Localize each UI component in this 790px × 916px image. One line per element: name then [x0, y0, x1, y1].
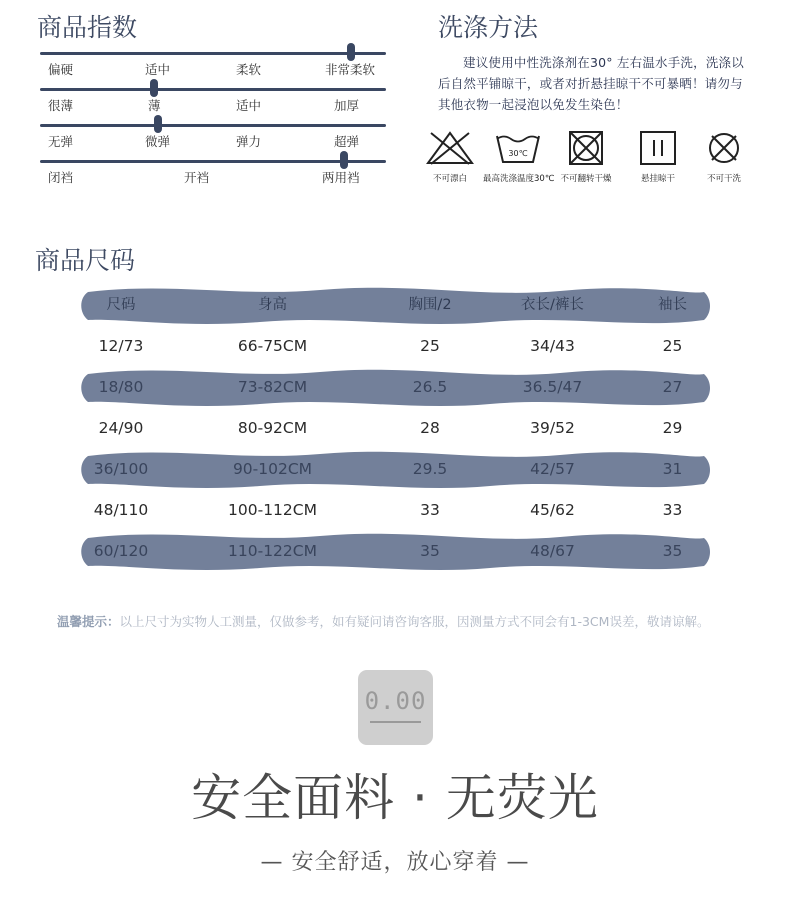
index-label: 微弹 — [145, 134, 171, 149]
index-scale-line — [40, 52, 386, 55]
index-row-softness — [40, 52, 386, 88]
hang-dry-icon — [633, 130, 683, 166]
wash-30-icon — [493, 130, 543, 166]
note-label: 温馨提示： — [57, 614, 120, 629]
table-cell: 26.5 — [412, 378, 448, 396]
index-marker — [340, 151, 348, 169]
meter-display-icon — [358, 670, 433, 745]
table-row — [80, 326, 710, 367]
table-cell: 80-92CM — [237, 419, 308, 437]
table-cell: 29.5 — [412, 460, 448, 478]
index-scale-line — [40, 124, 386, 127]
table-cell: 24/90 — [98, 419, 144, 437]
table-cell: 110-122CM — [228, 542, 317, 560]
index-row-thickness — [40, 88, 386, 124]
table-cell: 42/57 — [530, 460, 575, 478]
table-row — [80, 367, 710, 408]
index-scale-line — [40, 88, 386, 91]
care-icons — [420, 130, 760, 190]
header-cell: 身高 — [258, 297, 287, 313]
header-cell: 袖长 — [658, 297, 687, 313]
safety-subtitle: — 安全舒适，放心穿着 — — [260, 850, 530, 875]
no-tumble-dry-icon — [561, 130, 611, 166]
index-label: 加厚 — [334, 98, 360, 113]
size-table — [80, 285, 710, 572]
index-label: 非常柔软 — [325, 62, 376, 77]
table-cell: 29 — [662, 419, 683, 437]
table-row — [80, 490, 710, 531]
index-marker — [154, 115, 162, 133]
index-row-crotch — [40, 160, 386, 196]
meter-value: 0.00 — [364, 687, 427, 715]
no-dry-clean-icon — [699, 130, 749, 166]
table-cell: 100-112CM — [228, 501, 317, 519]
table-cell: 12/73 — [98, 337, 144, 355]
table-cell: 36/100 — [93, 460, 149, 478]
care-item — [415, 130, 485, 184]
care-item — [483, 130, 553, 184]
header-cell: 尺码 — [106, 297, 136, 313]
index-title: 商品指数 — [37, 13, 138, 42]
washing-instructions: 建议使用中性洗涤剂在30° 左右温水手洗，洗涤以后自然平铺晾干，或者对折悬挂晾干不可暴晒！请勿与其他衣物一起浸泡以免发生染色！ — [438, 55, 744, 112]
index-marker — [347, 43, 355, 61]
table-row — [80, 449, 710, 490]
index-label: 适中 — [236, 98, 262, 113]
meter-underline — [370, 721, 421, 723]
table-cell: 73-82CM — [237, 378, 308, 396]
table-cell: 45/62 — [530, 501, 575, 519]
table-row — [80, 531, 710, 572]
safety-title: 安全面料 · 无荧光 — [191, 769, 599, 827]
table-cell: 31 — [662, 460, 683, 478]
index-label: 超弹 — [334, 134, 360, 149]
note-text: 以上尺寸为实物人工测量，仅做参考，如有疑问请咨询客服，因测量方式不同会有1-3CM误差，敬请谅解。 — [119, 614, 710, 629]
table-cell: 48/67 — [530, 542, 575, 560]
no-bleach-icon — [425, 130, 475, 166]
index-label: 很薄 — [48, 98, 74, 113]
table-cell: 25 — [420, 337, 440, 355]
index-label: 闭裆 — [48, 170, 74, 185]
size-note — [57, 612, 709, 630]
table-cell: 66-75CM — [237, 337, 308, 355]
size-table-header — [80, 285, 710, 326]
table-cell: 48/110 — [93, 501, 149, 519]
table-cell: 39/52 — [530, 419, 575, 437]
table-cell: 36.5/47 — [522, 378, 583, 396]
care-item — [551, 130, 621, 184]
table-cell: 28 — [420, 419, 440, 437]
header-cell: 衣长/裤长 — [521, 297, 584, 313]
index-label: 柔软 — [236, 62, 262, 77]
index-label: 适中 — [145, 62, 171, 77]
index-row-elasticity — [40, 124, 386, 160]
svg-text:30℃: 30℃ — [508, 149, 528, 158]
table-cell: 60/120 — [93, 542, 149, 560]
header-cell: 胸围/2 — [408, 297, 452, 313]
care-label: 不可漂白 — [432, 174, 467, 184]
care-label: 不可干洗 — [706, 174, 741, 184]
care-item — [689, 130, 759, 184]
washing-title: 洗涤方法 — [438, 13, 539, 42]
table-cell: 35 — [420, 542, 440, 560]
index-label: 薄 — [148, 98, 161, 113]
table-cell: 35 — [662, 542, 683, 560]
index-scale-line — [40, 160, 386, 163]
size-title: 商品尺码 — [35, 246, 136, 275]
table-cell: 18/80 — [98, 378, 144, 396]
table-cell: 33 — [662, 501, 683, 519]
product-index — [40, 52, 386, 196]
index-label: 两用裆 — [322, 170, 360, 185]
index-label: 偏硬 — [48, 62, 74, 77]
table-cell: 27 — [662, 378, 683, 396]
index-label: 开裆 — [184, 170, 210, 185]
care-label: 悬挂晾干 — [640, 174, 675, 184]
table-row — [80, 408, 710, 449]
table-cell: 25 — [662, 337, 683, 355]
care-label: 不可翻转干燥 — [560, 174, 612, 184]
table-cell: 90-102CM — [232, 460, 313, 478]
index-marker — [150, 79, 158, 97]
care-item — [623, 130, 693, 184]
care-label: 最高洗涤温度30℃ — [483, 174, 555, 184]
index-label: 弹力 — [236, 134, 262, 149]
table-cell: 34/43 — [530, 337, 575, 355]
index-label: 无弹 — [48, 134, 74, 149]
table-cell: 33 — [420, 501, 440, 519]
